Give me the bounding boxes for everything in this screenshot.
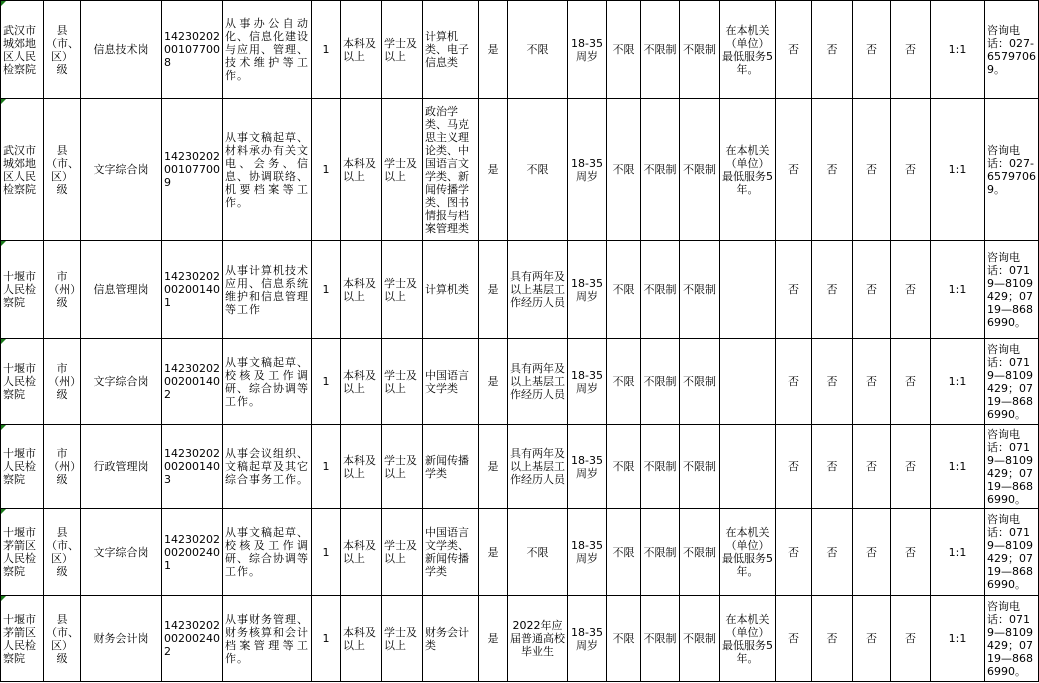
duty-cell: 从事文稿起草、材料承办有关文电、会务、信息、协调联络、机要档案等工作。 <box>223 99 312 241</box>
flag-cell: 否 <box>776 99 812 241</box>
degree-cell: 学士及以上 <box>382 509 423 596</box>
count-cell: 1 <box>312 241 341 339</box>
degree-cell: 学士及以上 <box>382 99 423 241</box>
age-cell: 18-35周岁 <box>568 339 607 425</box>
experience-cell: 具有两年及以上基层工作经历人员 <box>508 425 568 509</box>
experience-cell: 具有两年及以上基层工作经历人员 <box>508 339 568 425</box>
flag-cell: 否 <box>853 1 891 99</box>
exam-cell: 是 <box>479 425 508 509</box>
experience-cell: 2022年应届普通高校毕业生 <box>508 596 568 682</box>
position-cell: 文字综合岗 <box>81 99 162 241</box>
flag-cell: 否 <box>776 425 812 509</box>
org-cell: 十堰市人民检察院 <box>1 339 44 425</box>
contact-cell: 咨询电话：027-65797069。 <box>985 1 1039 99</box>
ratio-cell: 1:1 <box>931 509 985 596</box>
position-cell: 文字综合岗 <box>81 509 162 596</box>
org-cell: 武汉市城郊地区人民检察院 <box>1 99 44 241</box>
flag-cell: 否 <box>853 99 891 241</box>
service-term-cell: 在本机关（单位）最低服务5年。 <box>720 596 776 682</box>
major-cell: 中国语言文学类 <box>423 339 479 425</box>
exam-cell: 是 <box>479 509 508 596</box>
position-code-cell: 14230202002002401 <box>162 509 223 596</box>
restriction-cell: 不限制 <box>641 509 680 596</box>
ratio-cell: 1:1 <box>931 241 985 339</box>
ratio-cell: 1:1 <box>931 99 985 241</box>
flag-cell: 否 <box>853 339 891 425</box>
restriction-cell: 不限制 <box>680 1 720 99</box>
service-term-cell <box>720 339 776 425</box>
degree-cell: 学士及以上 <box>382 1 423 99</box>
major-cell: 计算机类 <box>423 241 479 339</box>
age-cell: 18-35周岁 <box>568 425 607 509</box>
level-cell: 县（市、区）级 <box>44 1 81 99</box>
flag-cell: 否 <box>812 596 853 682</box>
exam-cell: 是 <box>479 1 508 99</box>
duty-cell: 从事财务管理、财务核算和会计档案管理等工作。 <box>223 596 312 682</box>
major-cell: 新闻传播学类 <box>423 425 479 509</box>
restriction-cell: 不限制 <box>680 425 720 509</box>
flag-cell: 否 <box>812 241 853 339</box>
org-cell: 十堰市人民检察院 <box>1 425 44 509</box>
org-cell: 十堰市茅箭区人民检察院 <box>1 509 44 596</box>
restriction-cell: 不限 <box>607 596 641 682</box>
experience-cell: 不限 <box>508 1 568 99</box>
flag-cell: 否 <box>812 339 853 425</box>
major-cell: 中国语言文学类、新闻传播学类 <box>423 509 479 596</box>
experience-cell: 具有两年及以上基层工作经历人员 <box>508 241 568 339</box>
table-row <box>1 99 1039 241</box>
flag-cell: 否 <box>812 509 853 596</box>
restriction-cell: 不限 <box>607 99 641 241</box>
flag-cell: 否 <box>891 596 931 682</box>
position-code-cell: 14230202002001401 <box>162 241 223 339</box>
ratio-cell: 1:1 <box>931 596 985 682</box>
education-cell: 本科及以上 <box>341 241 382 339</box>
table-body <box>1 1 1039 682</box>
contact-cell: 咨询电话：0719—8109429；0719—8686990。 <box>985 425 1039 509</box>
flag-cell: 否 <box>812 99 853 241</box>
position-code-cell: 14230202002001403 <box>162 425 223 509</box>
duty-cell: 从事文稿起草、校核及工作调研、综合协调等工作。 <box>223 339 312 425</box>
flag-cell: 否 <box>891 241 931 339</box>
degree-cell: 学士及以上 <box>382 596 423 682</box>
table-row <box>1 339 1039 425</box>
duty-cell: 从事会议组织、文稿起草及其它综合事务工作。 <box>223 425 312 509</box>
age-cell: 18-35周岁 <box>568 596 607 682</box>
count-cell: 1 <box>312 425 341 509</box>
education-cell: 本科及以上 <box>341 509 382 596</box>
restriction-cell: 不限 <box>607 1 641 99</box>
table-row <box>1 509 1039 596</box>
service-term-cell: 在本机关（单位）最低服务5年。 <box>720 99 776 241</box>
education-cell: 本科及以上 <box>341 99 382 241</box>
restriction-cell: 不限制 <box>641 339 680 425</box>
position-cell: 信息技术岗 <box>81 1 162 99</box>
education-cell: 本科及以上 <box>341 339 382 425</box>
education-cell: 本科及以上 <box>341 425 382 509</box>
flag-cell: 否 <box>891 1 931 99</box>
service-term-cell <box>720 241 776 339</box>
restriction-cell: 不限 <box>607 339 641 425</box>
major-cell: 计算机类、电子信息类 <box>423 1 479 99</box>
position-cell: 行政管理岗 <box>81 425 162 509</box>
org-cell: 武汉市城郊地区人民检察院 <box>1 1 44 99</box>
major-cell: 财务会计类 <box>423 596 479 682</box>
restriction-cell: 不限制 <box>641 425 680 509</box>
flag-cell: 否 <box>853 425 891 509</box>
restriction-cell: 不限制 <box>680 339 720 425</box>
count-cell: 1 <box>312 509 341 596</box>
flag-cell: 否 <box>891 509 931 596</box>
table-row <box>1 1 1039 99</box>
level-cell: 市（州）级 <box>44 339 81 425</box>
flag-cell: 否 <box>812 1 853 99</box>
position-code-cell: 14230202002002402 <box>162 596 223 682</box>
contact-cell: 咨询电话：0719—8109429；0719—8686990。 <box>985 509 1039 596</box>
exam-cell: 是 <box>479 339 508 425</box>
flag-cell: 否 <box>853 241 891 339</box>
flag-cell: 否 <box>853 596 891 682</box>
level-cell: 县（市、区）级 <box>44 99 81 241</box>
service-term-cell: 在本机关（单位）最低服务5年。 <box>720 1 776 99</box>
table-row <box>1 241 1039 339</box>
education-cell: 本科及以上 <box>341 596 382 682</box>
count-cell: 1 <box>312 99 341 241</box>
degree-cell: 学士及以上 <box>382 339 423 425</box>
position-cell: 文字综合岗 <box>81 339 162 425</box>
ratio-cell: 1:1 <box>931 1 985 99</box>
duty-cell: 从事办公自动化、信息化建设与应用、管理、技术维护等工作。 <box>223 1 312 99</box>
duty-cell: 从事计算机技术应用、信息系统维护和信息管理等工作 <box>223 241 312 339</box>
position-cell: 财务会计岗 <box>81 596 162 682</box>
restriction-cell: 不限制 <box>680 241 720 339</box>
flag-cell: 否 <box>776 241 812 339</box>
level-cell: 市（州）级 <box>44 241 81 339</box>
flag-cell: 否 <box>853 509 891 596</box>
table-row <box>1 425 1039 509</box>
flag-cell: 否 <box>776 1 812 99</box>
contact-cell: 咨询电话：0719—8109429；0719—8686990。 <box>985 241 1039 339</box>
flag-cell: 否 <box>891 339 931 425</box>
education-cell: 本科及以上 <box>341 1 382 99</box>
exam-cell: 是 <box>479 241 508 339</box>
ratio-cell: 1:1 <box>931 425 985 509</box>
restriction-cell: 不限 <box>607 509 641 596</box>
restriction-cell: 不限制 <box>680 99 720 241</box>
service-term-cell <box>720 425 776 509</box>
duty-cell: 从事文稿起草、校核及工作调研、综合协调等工作。 <box>223 509 312 596</box>
level-cell: 市（州）级 <box>44 425 81 509</box>
exam-cell: 是 <box>479 99 508 241</box>
age-cell: 18-35周岁 <box>568 509 607 596</box>
restriction-cell: 不限制 <box>641 1 680 99</box>
level-cell: 县（市、区）级 <box>44 596 81 682</box>
contact-cell: 咨询电话：027-65797069。 <box>985 99 1039 241</box>
restriction-cell: 不限制 <box>680 596 720 682</box>
count-cell: 1 <box>312 339 341 425</box>
restriction-cell: 不限制 <box>641 99 680 241</box>
flag-cell: 否 <box>812 425 853 509</box>
restriction-cell: 不限 <box>607 425 641 509</box>
restriction-cell: 不限制 <box>641 596 680 682</box>
restriction-cell: 不限制 <box>680 509 720 596</box>
flag-cell: 否 <box>776 509 812 596</box>
position-cell: 信息管理岗 <box>81 241 162 339</box>
org-cell: 十堰市人民检察院 <box>1 241 44 339</box>
experience-cell: 不限 <box>508 509 568 596</box>
level-cell: 县（市、区）级 <box>44 509 81 596</box>
count-cell: 1 <box>312 1 341 99</box>
contact-cell: 咨询电话：0719—8109429；0719—8686990。 <box>985 596 1039 682</box>
position-code-cell: 14230202002001402 <box>162 339 223 425</box>
age-cell: 18-35周岁 <box>568 1 607 99</box>
count-cell: 1 <box>312 596 341 682</box>
service-term-cell: 在本机关（单位）最低服务5年。 <box>720 509 776 596</box>
restriction-cell: 不限制 <box>641 241 680 339</box>
major-cell: 政治学类、马克思主义理论类、中国语言文学类、新闻传播学类、图书情报与档案管理类 <box>423 99 479 241</box>
degree-cell: 学士及以上 <box>382 425 423 509</box>
exam-cell: 是 <box>479 596 508 682</box>
org-cell: 十堰市茅箭区人民检察院 <box>1 596 44 682</box>
age-cell: 18-35周岁 <box>568 99 607 241</box>
flag-cell: 否 <box>776 339 812 425</box>
flag-cell: 否 <box>891 425 931 509</box>
experience-cell: 不限 <box>508 99 568 241</box>
ratio-cell: 1:1 <box>931 339 985 425</box>
position-code-cell: 14230202001077009 <box>162 99 223 241</box>
flag-cell: 否 <box>776 596 812 682</box>
restriction-cell: 不限 <box>607 241 641 339</box>
contact-cell: 咨询电话：0719—8109429；0719—8686990。 <box>985 339 1039 425</box>
position-code-cell: 14230202001077008 <box>162 1 223 99</box>
table-row <box>1 596 1039 682</box>
degree-cell: 学士及以上 <box>382 241 423 339</box>
flag-cell: 否 <box>891 99 931 241</box>
age-cell: 18-35周岁 <box>568 241 607 339</box>
